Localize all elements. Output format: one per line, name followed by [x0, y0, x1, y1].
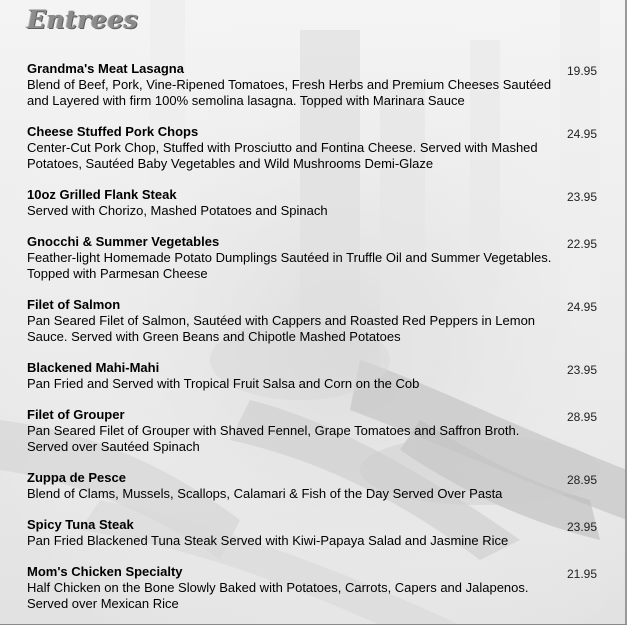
menu-item [27, 297, 597, 345]
menu-item [27, 124, 597, 172]
menu-item-price: 19.95 [566, 64, 597, 78]
menu-item-price: 22.95 [566, 237, 597, 251]
menu-item-price: 23.95 [566, 520, 597, 534]
menu-item [27, 470, 597, 502]
menu-item [27, 187, 597, 219]
menu-item [27, 360, 597, 392]
menu-item [27, 564, 597, 612]
menu-item-price: 21.95 [566, 567, 597, 581]
menu-item-name: Grandma's Meat Lasagna [27, 61, 184, 76]
menu-item-description: Feather-light Homemade Potato Dumplings Sautéed in Truffle Oil and Summer Vegetables. Topped with Parmesan Cheese [27, 250, 552, 281]
menu-item [27, 517, 597, 549]
menu-item-price: 23.95 [566, 363, 597, 377]
menu-item-description: Pan Fried Blackened Tuna Steak Served with Kiwi-Papaya Salad and Jasmine Rice [27, 533, 509, 548]
menu-item-description: Pan Fried and Served with Tropical Fruit Salsa and Corn on the Cob [27, 376, 420, 391]
menu-item-price: 28.95 [566, 410, 597, 424]
menu-item-name: 10oz Grilled Flank Steak [27, 187, 177, 202]
menu-item-name: Filet of Grouper [27, 407, 125, 422]
menu-item [27, 407, 597, 455]
menu-item-name: Mom's Chicken Specialty [27, 564, 183, 579]
menu-item-description: Blend of Clams, Mussels, Scallops, Calamari & Fish of the Day Served Over Pasta [27, 486, 503, 501]
menu-item-description: Pan Seared Filet of Salmon, Sautéed with Cappers and Roasted Red Peppers in Lemon Sauce. Served with Green Beans and Chipotle Mashed Potatoes [27, 313, 536, 344]
menu-item-description: Half Chicken on the Bone Slowly Baked with Potatoes, Carrots, Capers and Jalapenos. Served over Mexican Rice [27, 580, 529, 611]
section-title: Entrees [27, 5, 139, 34]
menu-item-name: Blackened Mahi-Mahi [27, 360, 160, 375]
menu-item-name: Spicy Tuna Steak [27, 517, 134, 532]
menu-item-name: Filet of Salmon [27, 297, 121, 312]
menu-item-name: Gnocchi & Summer Vegetables [27, 234, 220, 249]
menu-item-description: Served with Chorizo, Mashed Potatoes and Spinach [27, 203, 328, 218]
menu-item [27, 61, 597, 109]
menu-item [27, 234, 597, 282]
menu-item-description: Center-Cut Pork Chop, Stuffed with Prosciutto and Fontina Cheese. Served with Mashed Potatoes, Sautéed Baby Vegetables and Wild Mushrooms Demi-Glaze [27, 140, 538, 171]
menu-item-description: Blend of Beef, Pork, Vine-Ripened Tomatoes, Fresh Herbs and Premium Cheeses Sautéed and Layered with firm 100% semolina lasagna. Topped with Marinara Sauce [27, 77, 552, 108]
menu-item-price: 23.95 [566, 190, 597, 204]
menu-item-price: 28.95 [566, 473, 597, 487]
menu-item-price: 24.95 [566, 127, 597, 141]
menu-item-list [27, 61, 597, 612]
menu-item-description: Pan Seared Filet of Grouper with Shaved Fennel, Grape Tomatoes and Saffron Broth. Served over Sautéed Spinach [27, 423, 520, 454]
menu-item-price: 24.95 [566, 300, 597, 314]
menu-item-name: Zuppa de Pesce [27, 470, 126, 485]
menu-item-name: Cheese Stuffed Pork Chops [27, 124, 199, 139]
